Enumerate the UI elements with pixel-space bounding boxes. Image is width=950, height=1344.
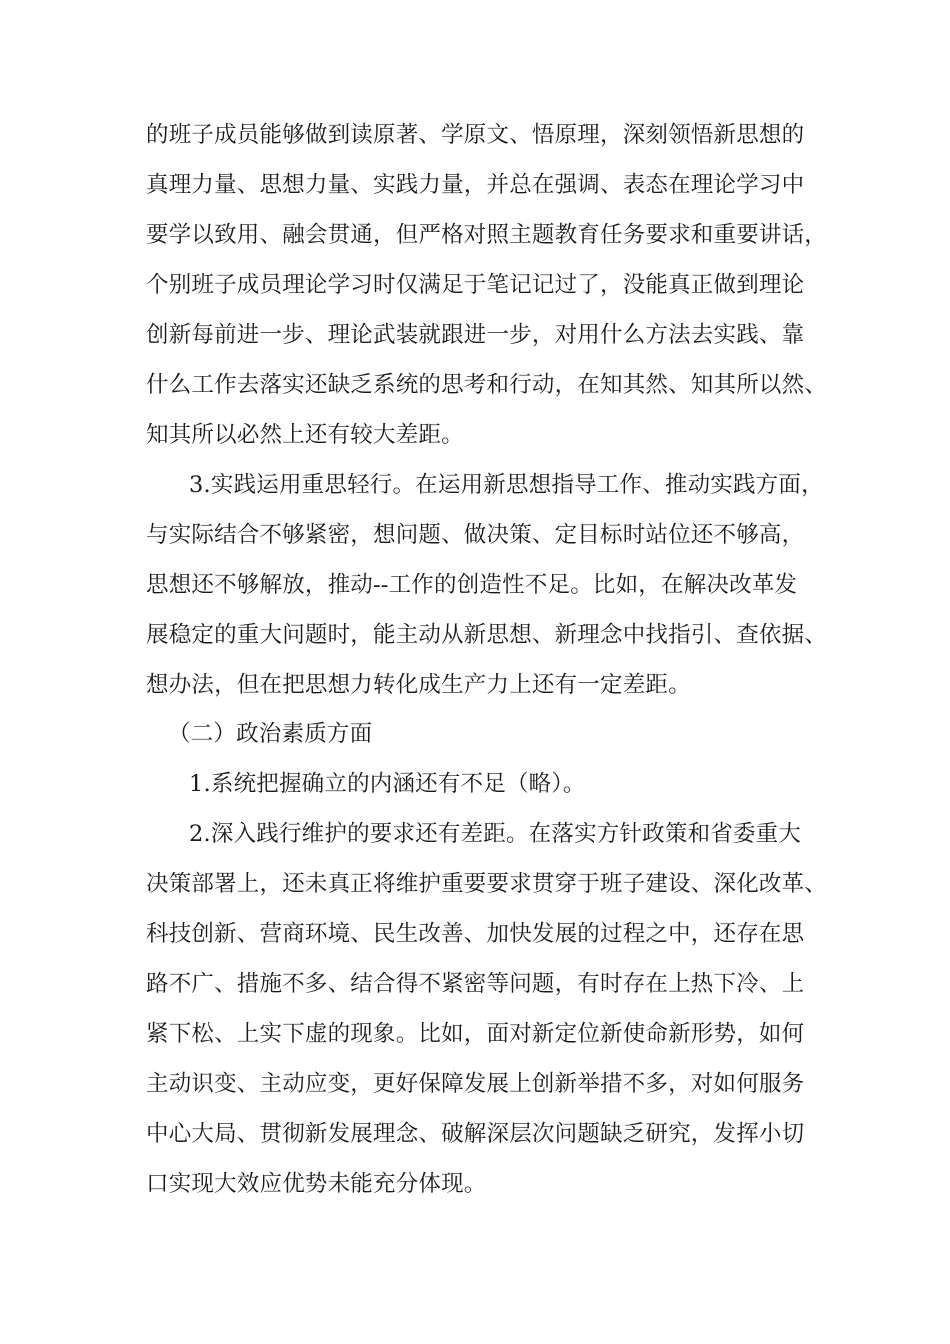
paragraph-line: 主动识变、主动应变，更好保障发展上创新举措不多，对如何服务 [146, 1071, 805, 1097]
paragraph-line: 2.深入践行维护的要求还有差距。在落实方针政策和省委重大 [189, 821, 802, 847]
paragraph-line: 要学以致用、融会贯通，但严格对照主题教育任务要求和重要讲话， [146, 222, 828, 248]
paragraph-line: 的班子成员能够做到读原著、学原文、悟原理，深刻领悟新思想的 [146, 122, 805, 148]
paragraph-line: 个别班子成员理论学习时仅满足于笔记记过了，没能真正做到理论 [146, 272, 805, 298]
paragraph-line: 思想还不够解放，推动--工作的创造性不足。比如，在解决改革发 [146, 572, 798, 598]
paragraph-line: 科技创新、营商环境、民生改善、加快发展的过程之中，还存在思 [146, 921, 805, 947]
paragraph-line: 真理力量、思想力量、实践力量，并总在强调、表态在理论学习中 [146, 172, 805, 198]
paragraph-line: 中心大局、贯彻新发展理念、破解深层次问题缺乏研究，发挥小切 [146, 1121, 805, 1147]
paragraph-line: 1.系统把握确立的内涵还有不足（略）。 [189, 771, 586, 797]
paragraph-line: 路不广、措施不多、结合得不紧密等问题，有时存在上热下冷、上 [146, 971, 805, 997]
section-heading: （二）政治素质方面 [168, 721, 373, 747]
paragraph-line: 紧下松、上实下虚的现象。比如，面对新定位新使命新形势，如何 [146, 1021, 805, 1047]
paragraph-line: 知其所以必然上还有较大差距。 [146, 422, 464, 448]
paragraph-line: 3.实践运用重思轻行。在运用新思想指导工作、推动实践方面， [189, 472, 824, 498]
paragraph-line: 口实现大效应优势未能充分体现。 [146, 1171, 487, 1197]
paragraph-line: 与实际结合不够紧密，想问题、做决策、定目标时站位还不够高， [146, 522, 805, 548]
paragraph-line: 决策部署上，还未真正将维护重要要求贯穿于班子建设、深化改革、 [146, 871, 828, 897]
paragraph-line: 创新每前进一步、理论武装就跟进一步，对用什么方法去实践、靠 [146, 322, 805, 348]
paragraph-line: 什么工作去落实还缺乏系统的思考和行动，在知其然、知其所以然、 [146, 372, 828, 398]
paragraph-line: 想办法，但在把思想力转化成生产力上还有一定差距。 [146, 672, 691, 698]
paragraph-line: 展稳定的重大问题时，能主动从新思想、新理念中找指引、查依据、 [146, 622, 828, 648]
